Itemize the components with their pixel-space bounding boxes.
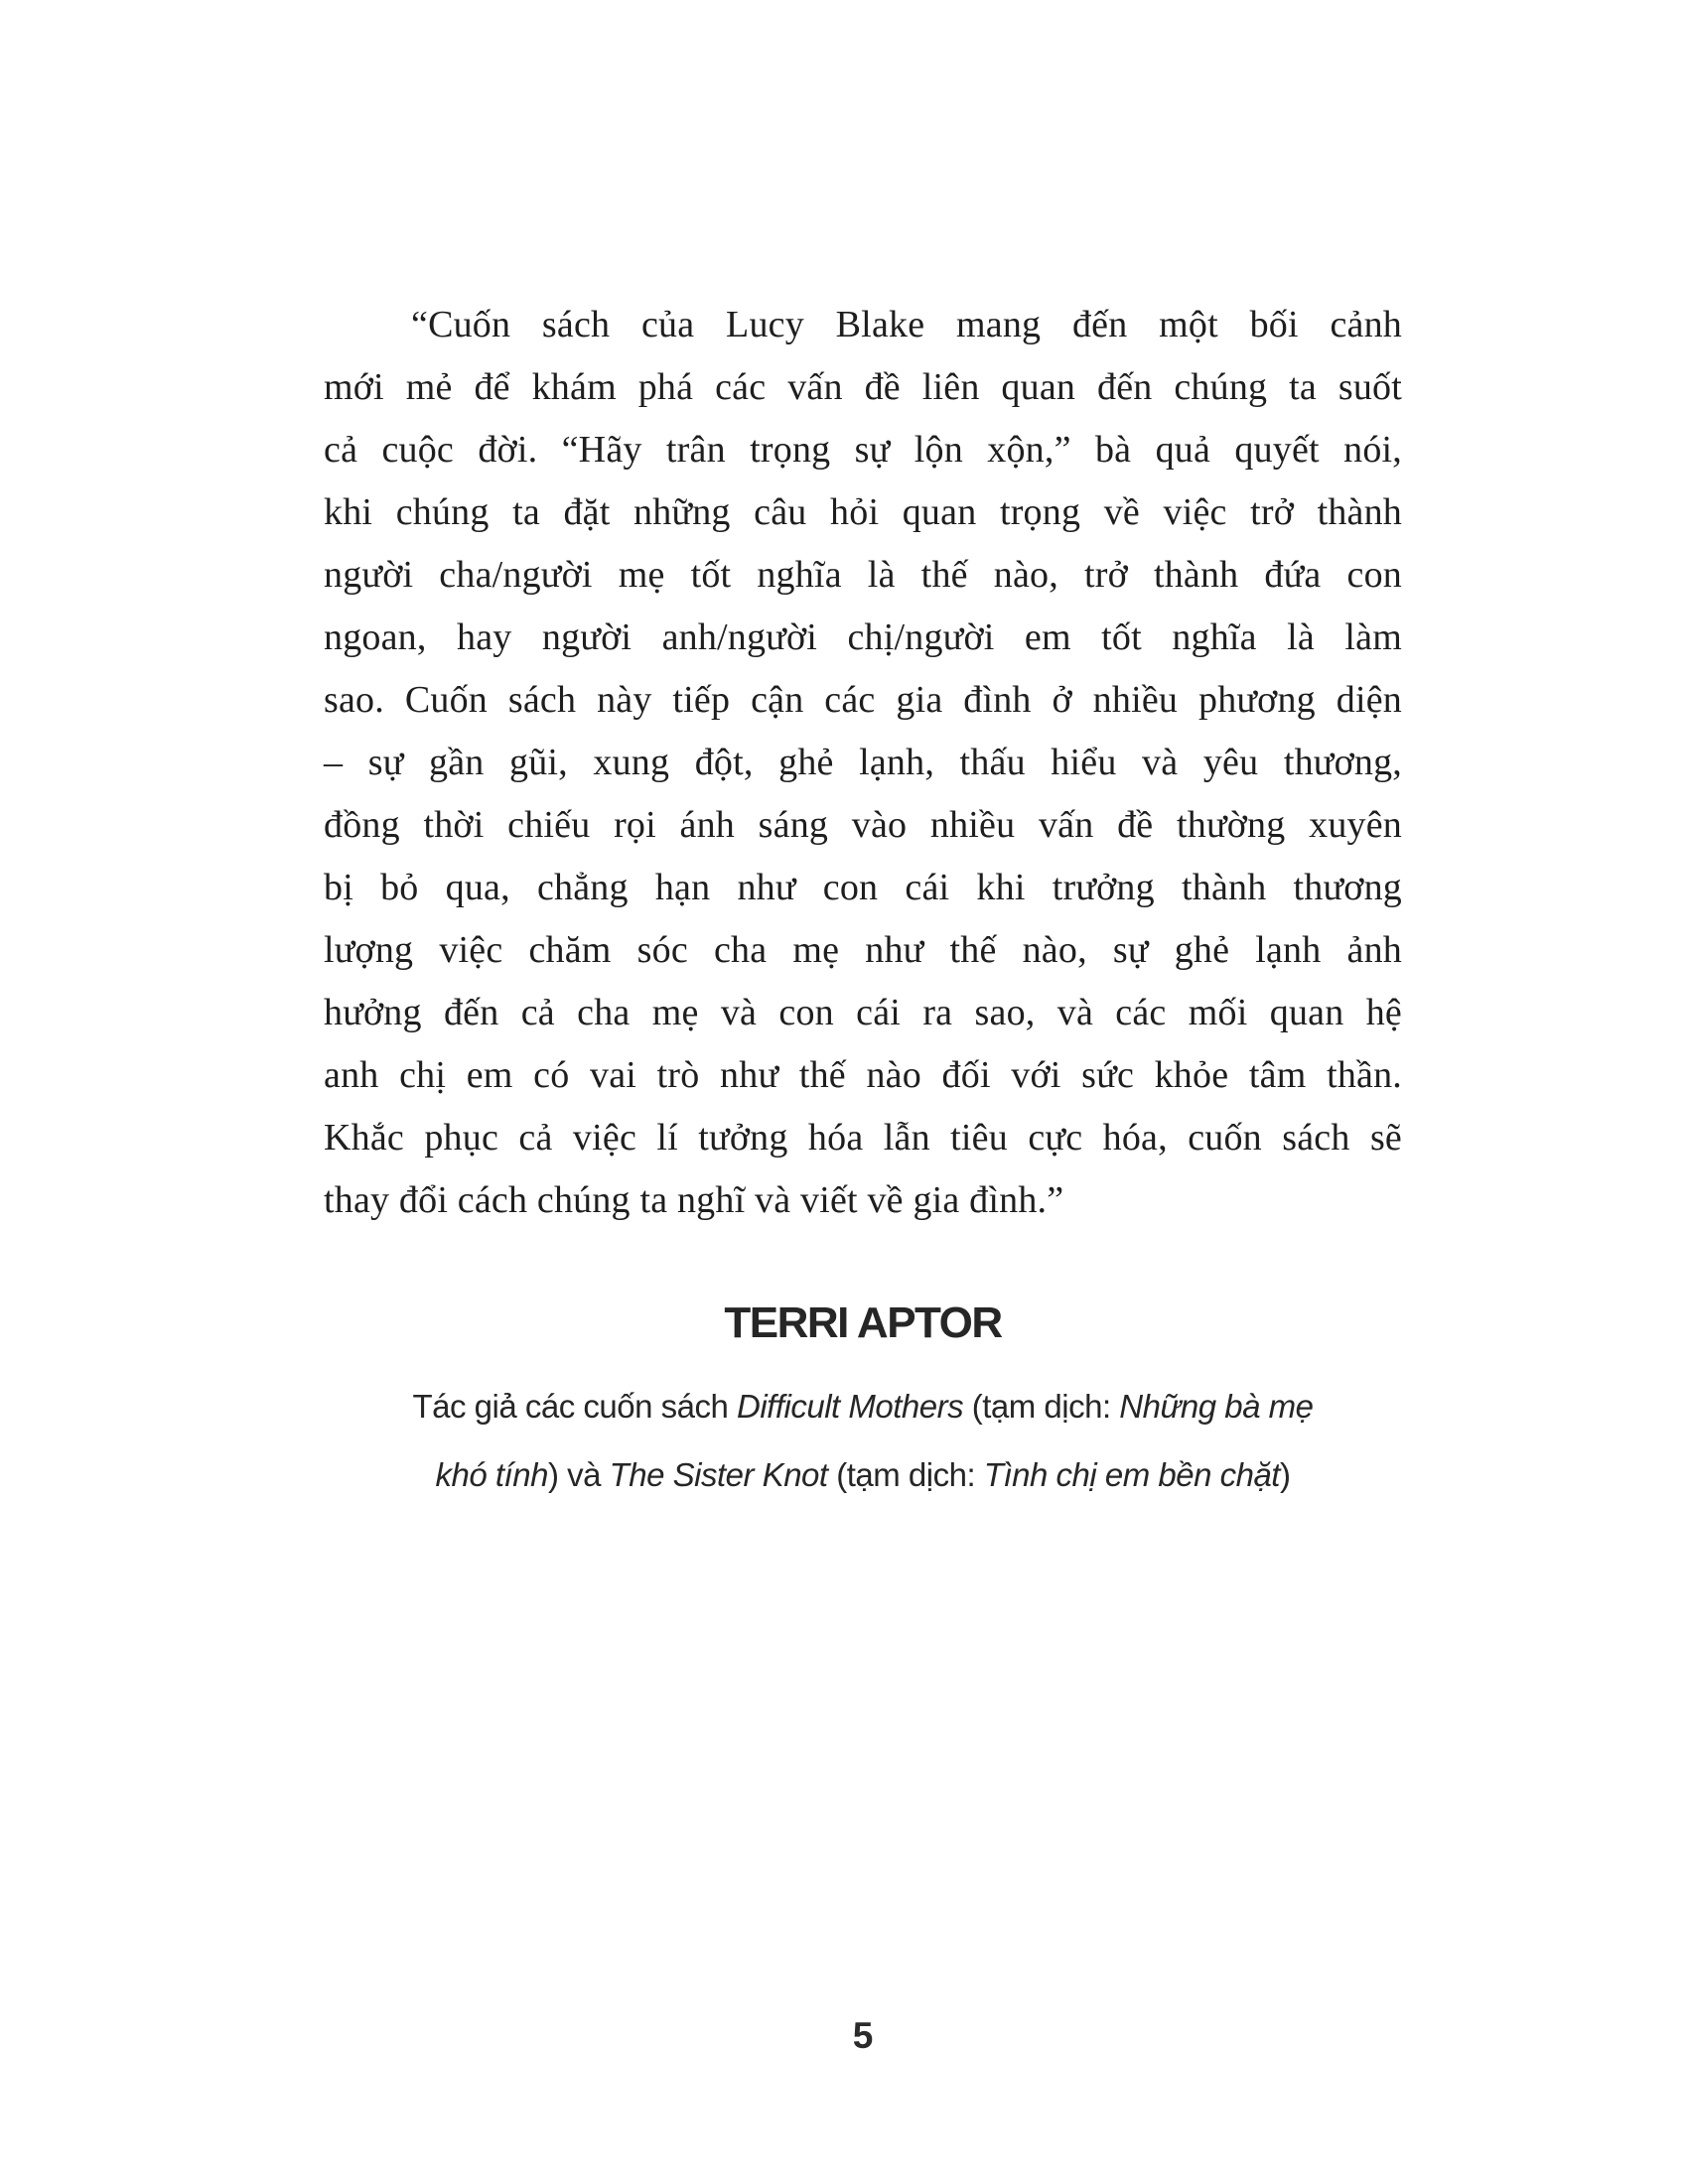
bio-text-segment: Tác giả các cuốn sách <box>412 1388 738 1425</box>
bio-line <box>274 1372 1452 1440</box>
reviewer-name: TERRI APTOR <box>724 1298 1002 1347</box>
quote-line: thay đổi cách chúng ta nghĩ và viết về gia đình.” <box>324 1179 1064 1221</box>
bio-line <box>274 1440 1452 1509</box>
reviewer-bio <box>274 1372 1452 1509</box>
quote-line: “Cuốn sách của Lucy Blake mang đến một bối cảnh <box>411 304 1402 345</box>
bio-text-segment: (tạm dịch: <box>963 1388 1120 1425</box>
quote-line: hưởng đến cả cha mẹ và con cái ra sao, và các mối quan hệ <box>324 992 1402 1033</box>
quote-line: mới mẻ để khám phá các vấn đề liên quan đến chúng ta suốt <box>324 366 1402 408</box>
quote-line: bị bỏ qua, chẳng hạn như con cái khi trưởng thành thương <box>324 867 1402 908</box>
quote-line: đồng thời chiếu rọi ánh sáng vào nhiều vấn đề thường xuyên <box>324 804 1402 846</box>
bio-text-segment: ) và <box>547 1456 610 1493</box>
bio-text-segment: ) <box>1279 1456 1291 1493</box>
quote-line: khi chúng ta đặt những câu hỏi quan trọng về việc trở thành <box>324 491 1402 533</box>
quote-line: ngoan, hay người anh/người chị/người em tốt nghĩa là làm <box>324 616 1402 658</box>
bio-book-title-translated: khó tính <box>435 1456 548 1493</box>
bio-book-title-translated: Tình chị em bền chặt <box>983 1456 1280 1493</box>
bio-book-title-translated: Những bà mẹ <box>1119 1388 1314 1425</box>
quote-line: – sự gần gũi, xung đột, ghẻ lạnh, thấu hiểu và yêu thương, <box>324 742 1402 783</box>
quote-line: sao. Cuốn sách này tiếp cận các gia đình ở nhiều phương diện <box>324 679 1402 721</box>
bio-text-segment: (tạm dịch: <box>827 1456 984 1493</box>
review-quote <box>324 294 1402 1232</box>
quote-line: lượng việc chăm sóc cha mẹ như thế nào, sự ghẻ lạnh ảnh <box>324 929 1402 971</box>
bio-book-title: Difficult Mothers <box>737 1388 964 1425</box>
page-number: 5 <box>852 2015 874 2056</box>
quote-line: Khắc phục cả việc lí tưởng hóa lẫn tiêu cực hóa, cuốn sách sẽ <box>324 1117 1402 1159</box>
quote-line: cả cuộc đời. “Hãy trân trọng sự lộn xộn,” bà quả quyết nói, <box>324 429 1402 471</box>
quote-line: anh chị em có vai trò như thế nào đối với sức khỏe tâm thần. <box>324 1054 1402 1096</box>
bio-book-title: The Sister Knot <box>609 1456 828 1493</box>
quote-line: người cha/người mẹ tốt nghĩa là thế nào, trở thành đứa con <box>324 554 1402 596</box>
